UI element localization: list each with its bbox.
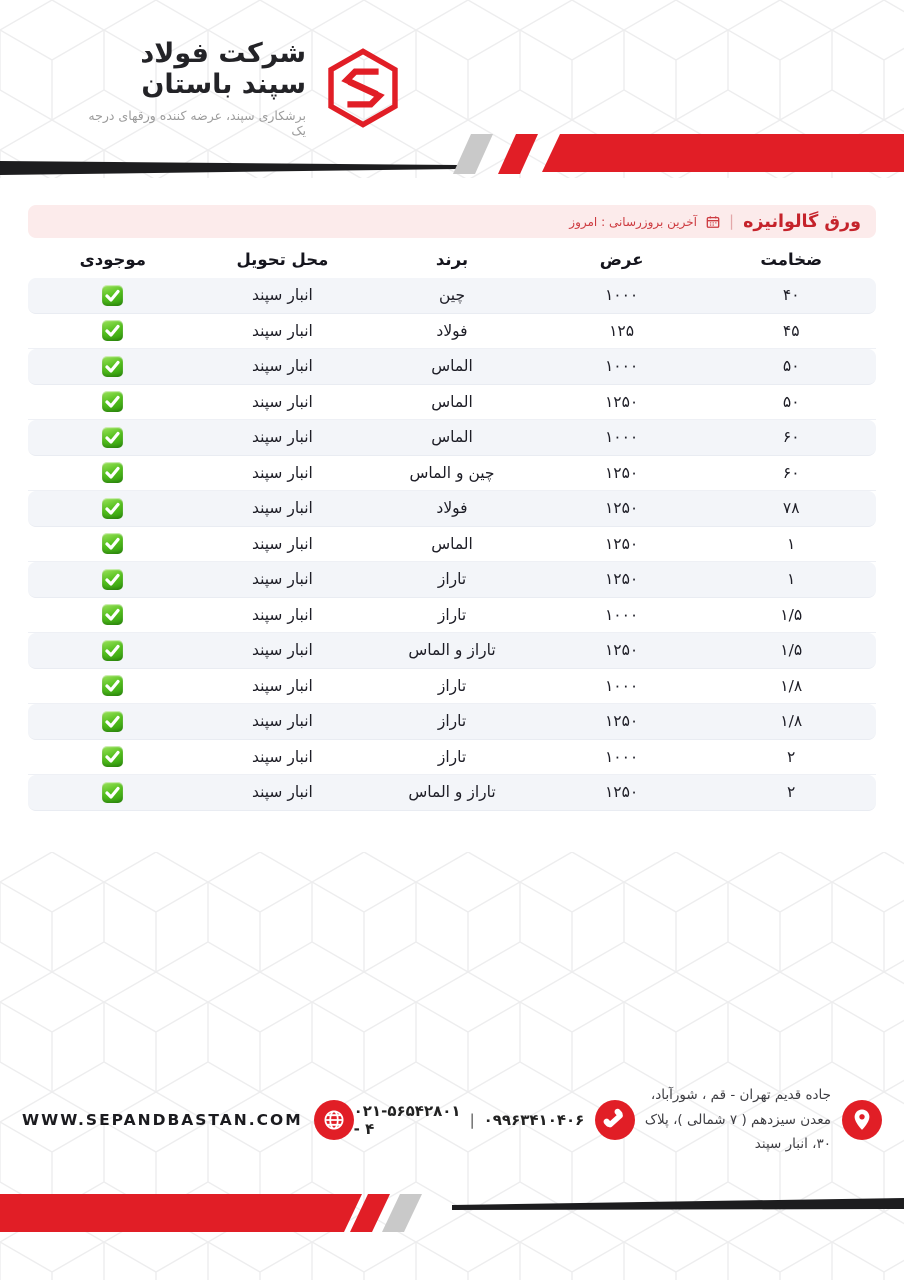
top-divider-gray-stripe: [453, 134, 493, 174]
availability-cell: [28, 462, 198, 483]
company-logo-icon: [324, 47, 402, 129]
availability-check-icon: [102, 320, 123, 341]
brand-cell: الماس: [431, 357, 473, 376]
width-cell: ۱۰۰۰: [604, 357, 639, 376]
thickness-cell: ۶۰: [782, 463, 800, 482]
table-row: [28, 278, 876, 314]
availability-cell: [28, 356, 198, 377]
table-row: [28, 669, 876, 705]
column-header-width: عرض: [599, 249, 644, 269]
delivery-cell: انبار سپند: [251, 783, 313, 802]
table-row: [28, 491, 876, 527]
footer-contacts: [0, 1082, 904, 1158]
top-divider: [0, 132, 904, 178]
availability-cell: [28, 782, 198, 803]
availability-cell: [28, 427, 198, 448]
bottom-divider-red-band: [0, 1194, 362, 1232]
table-row: [28, 633, 876, 669]
brand-header: [86, 40, 402, 136]
delivery-cell: انبار سپند: [251, 676, 313, 695]
bottom-divider: [0, 1190, 904, 1236]
table-row: [28, 562, 876, 598]
width-cell: ۱۲۵۰: [604, 783, 639, 802]
delivery-cell: انبار سپند: [251, 570, 313, 589]
width-cell: ۱۲۵۰: [604, 534, 639, 553]
brand-cell: الماس: [431, 392, 473, 411]
brand-text-block: [86, 38, 306, 138]
width-cell: ۱۲۵۰: [604, 570, 639, 589]
table-row: [28, 420, 876, 456]
brand-cell: چین و الماس: [409, 463, 495, 482]
top-divider-black-line: [0, 161, 458, 175]
thickness-cell: ۱/۵: [780, 641, 803, 660]
last-update-text: آخرین بروزرسانی : امروز: [569, 214, 698, 229]
table-row: [28, 527, 876, 563]
availability-cell: [28, 533, 198, 554]
table-title: ورق گالوانیزه: [743, 211, 861, 232]
availability-check-icon: [102, 782, 123, 803]
width-cell: ۱۲۵۰: [604, 463, 639, 482]
availability-check-icon: [102, 427, 123, 448]
delivery-cell: انبار سپند: [251, 534, 313, 553]
top-divider-red-band: [542, 134, 904, 172]
address-line-1: جاده قدیم تهران - قم ، شورآباد،: [650, 1086, 831, 1103]
availability-cell: [28, 569, 198, 590]
availability-cell: [28, 604, 198, 625]
top-divider-red-stripe: [498, 134, 538, 174]
price-table-body: [28, 278, 876, 811]
brand-cell: فولاد: [436, 499, 468, 518]
availability-cell: [28, 391, 198, 412]
delivery-cell: انبار سپند: [251, 747, 313, 766]
availability-cell: [28, 640, 198, 661]
availability-check-icon: [102, 498, 123, 519]
company-tagline: برشکاری سپند، عرضه کننده ورقهای درجه یک: [88, 108, 306, 138]
address-line-2: معدن سیزدهم ( ۷ شمالی )، پلاک ۳۰، انبار سپند: [644, 1111, 831, 1153]
thickness-cell: ۱: [787, 534, 796, 553]
brand-cell: تاراز و الماس: [408, 641, 496, 660]
thickness-cell: ۱/۵: [780, 605, 803, 624]
availability-check-icon: [102, 711, 123, 732]
banner-separator: |: [729, 211, 735, 230]
table-row: [28, 704, 876, 740]
brand-cell: تاراز: [437, 605, 467, 624]
thickness-cell: ۷۸: [782, 499, 800, 518]
width-cell: ۱۲۵۰: [604, 712, 639, 731]
table-row: [28, 349, 876, 385]
phone-mobile[interactable]: ۰۹۹۶۳۴۱۰۴۰۶: [483, 1111, 585, 1129]
column-header-brand: برند: [435, 249, 469, 269]
delivery-cell: انبار سپند: [251, 641, 313, 660]
price-card: [28, 205, 876, 811]
table-title-banner: [28, 205, 876, 238]
brand-cell: تاراز: [437, 676, 467, 695]
brand-cell: تاراز: [437, 570, 467, 589]
thickness-cell: ۴۰: [782, 286, 800, 305]
column-header-thickness: ضخامت: [760, 249, 823, 269]
brand-cell: تاراز: [437, 747, 467, 766]
phone-numbers: [354, 1102, 585, 1138]
delivery-cell: انبار سپند: [251, 428, 313, 447]
width-cell: ۱۲۵۰: [604, 392, 639, 411]
brand-cell: تاراز و الماس: [408, 783, 496, 802]
width-cell: ۱۲۵۰: [604, 641, 639, 660]
thickness-cell: ۴۵: [782, 321, 800, 340]
brand-cell: چین: [438, 286, 466, 305]
thickness-cell: ۵۰: [782, 392, 800, 411]
availability-cell: [28, 675, 198, 696]
thickness-cell: ۲: [787, 747, 796, 766]
delivery-cell: انبار سپند: [251, 357, 313, 376]
width-cell: ۱۲۵۰: [604, 499, 639, 518]
thickness-cell: ۵۰: [782, 357, 800, 376]
availability-check-icon: [102, 533, 123, 554]
address-text: [635, 1083, 831, 1158]
table-row: [28, 385, 876, 421]
width-cell: ۱۰۰۰: [604, 286, 639, 305]
calendar-icon: [706, 215, 720, 229]
table-header-row: [28, 240, 876, 278]
table-row: [28, 314, 876, 350]
availability-cell: [28, 746, 198, 767]
availability-check-icon: [102, 285, 123, 306]
website-group: [22, 1100, 354, 1140]
phone-group: [354, 1100, 636, 1140]
bottom-divider-black-line: [452, 1198, 904, 1210]
table-row: [28, 456, 876, 492]
phone-separator: |: [469, 1111, 475, 1129]
column-header-availability: موجودی: [79, 249, 146, 269]
table-row: [28, 740, 876, 776]
column-header-delivery: محل تحویل: [236, 249, 329, 269]
table-row: [28, 775, 876, 811]
delivery-cell: انبار سپند: [251, 392, 313, 411]
thickness-cell: ۱/۸: [780, 712, 803, 731]
delivery-cell: انبار سپند: [251, 286, 313, 305]
phone-icon: [595, 1100, 635, 1140]
width-cell: ۱۰۰۰: [604, 428, 639, 447]
availability-cell: [28, 285, 198, 306]
availability-check-icon: [102, 356, 123, 377]
availability-check-icon: [102, 391, 123, 412]
availability-check-icon: [102, 746, 123, 767]
table-row: [28, 598, 876, 634]
delivery-cell: انبار سپند: [251, 499, 313, 518]
website-link[interactable]: WWW.SEPANDBASTAN.COM: [22, 1111, 303, 1129]
availability-cell: [28, 711, 198, 732]
width-cell: ۱۰۰۰: [604, 605, 639, 624]
availability-check-icon: [102, 569, 123, 590]
width-cell: ۱۰۰۰: [604, 747, 639, 766]
address-group: [635, 1083, 882, 1158]
brand-cell: فولاد: [436, 321, 468, 340]
location-pin-icon: [842, 1100, 882, 1140]
phone-landline[interactable]: ۰۲۱-۵۶۵۴۲۸۰۱ - ۴: [353, 1102, 461, 1138]
company-name: شرکت فولاد سپند باستان: [140, 38, 306, 100]
delivery-cell: انبار سپند: [251, 605, 313, 624]
thickness-cell: ۲: [787, 783, 796, 802]
availability-check-icon: [102, 604, 123, 625]
delivery-cell: انبار سپند: [251, 463, 313, 482]
availability-check-icon: [102, 462, 123, 483]
brand-cell: الماس: [431, 534, 473, 553]
globe-icon: [314, 1100, 354, 1140]
brand-cell: الماس: [431, 428, 473, 447]
availability-cell: [28, 320, 198, 341]
brand-cell: تاراز: [437, 712, 467, 731]
bottom-divider-gray-stripe: [382, 1194, 422, 1232]
thickness-cell: ۶۰: [782, 428, 800, 447]
availability-cell: [28, 498, 198, 519]
thickness-cell: ۱/۸: [780, 676, 803, 695]
width-cell: ۱۰۰۰: [604, 676, 639, 695]
availability-check-icon: [102, 675, 123, 696]
thickness-cell: ۱: [787, 570, 796, 589]
delivery-cell: انبار سپند: [251, 712, 313, 731]
width-cell: ۱۲۵: [609, 321, 635, 340]
delivery-cell: انبار سپند: [251, 321, 313, 340]
availability-check-icon: [102, 640, 123, 661]
